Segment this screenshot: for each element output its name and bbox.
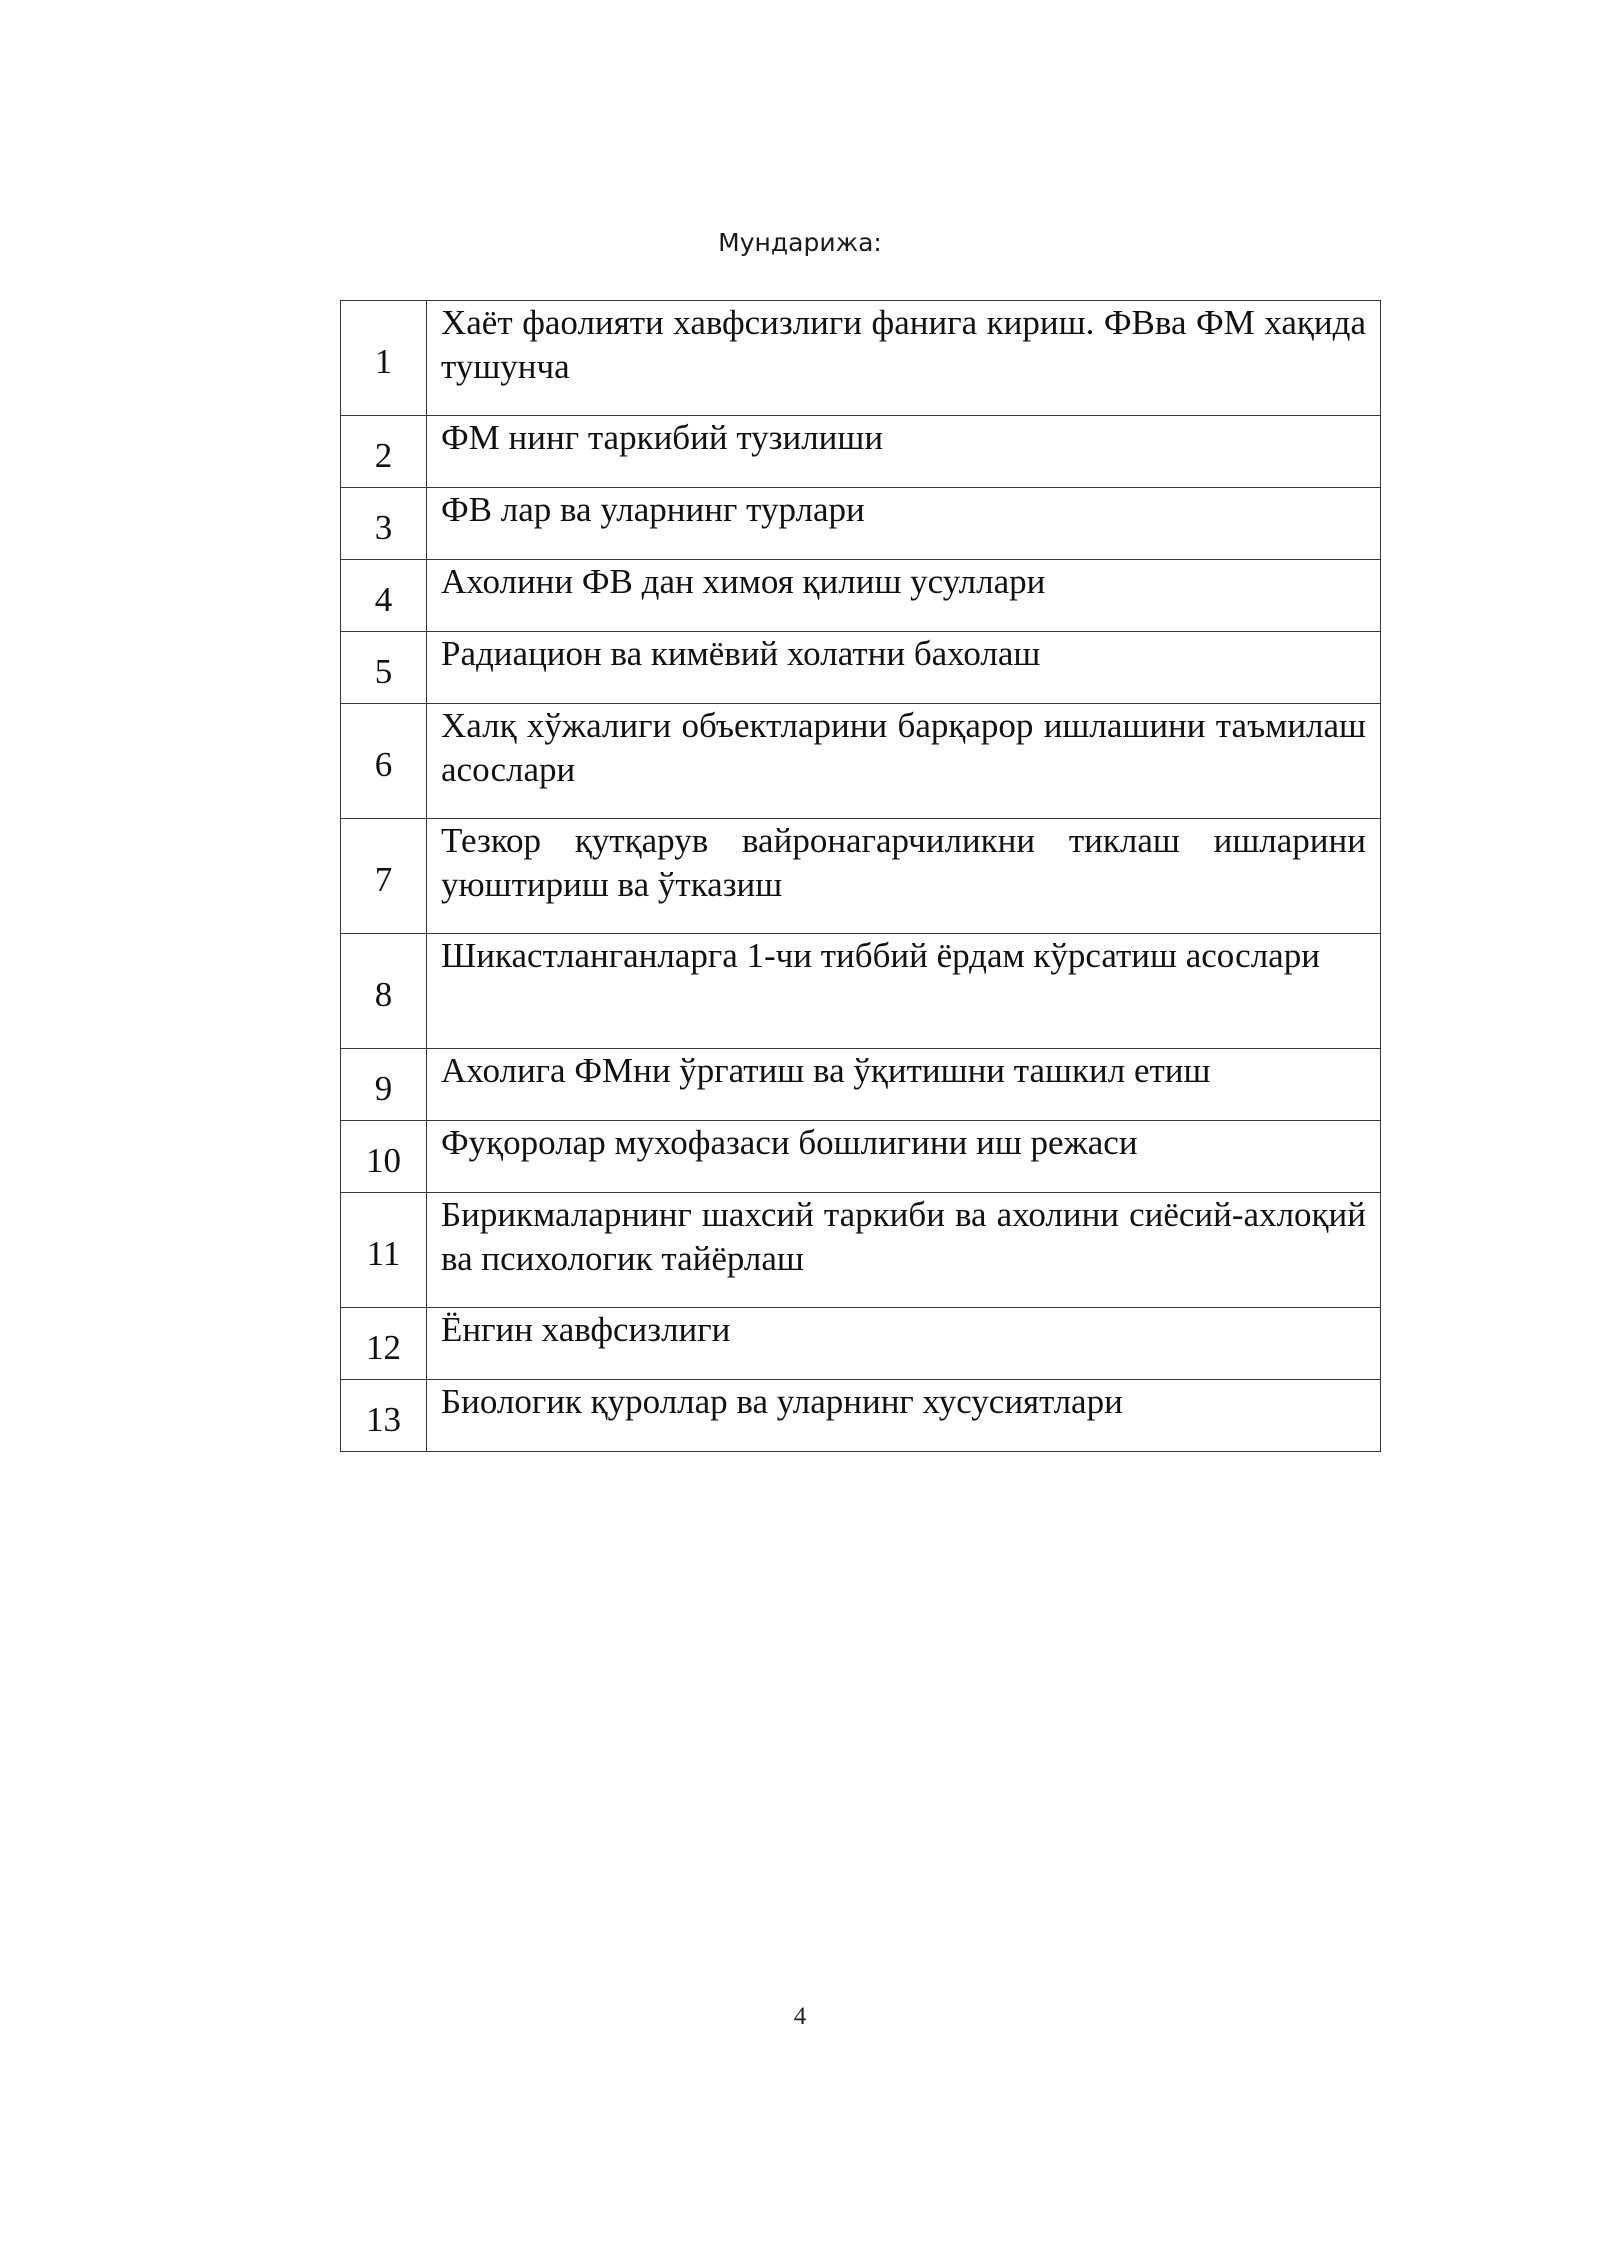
toc-row-number: 2 <box>341 416 427 488</box>
toc-row-title: Тезкор қутқарув вайронагарчиликни тиклаш ишларини уюштириш ва ўтказиш <box>441 821 1366 904</box>
toc-row <box>341 1308 1381 1380</box>
toc-row-cell <box>427 1049 1381 1121</box>
toc-row-number: 13 <box>341 1380 427 1452</box>
toc-row-title: ФМ нинг таркибий тузилиши <box>441 418 884 457</box>
toc-row-cell <box>427 1193 1381 1308</box>
toc-row-cell <box>427 560 1381 632</box>
toc-row-title: Халқ хўжалиги объектларини барқарор ишлашини таъмилаш асослари <box>441 706 1366 789</box>
toc-row-number: 6 <box>341 704 427 819</box>
toc-row-number: 7 <box>341 819 427 934</box>
toc-row-cell <box>427 704 1381 819</box>
toc-row-cell <box>427 819 1381 934</box>
toc-row <box>341 704 1381 819</box>
toc-row-number: 11 <box>341 1193 427 1308</box>
toc-row-cell <box>427 1121 1381 1193</box>
toc-row-title: Фуқоролар мухофазаси бошлигини иш режаси <box>441 1123 1138 1162</box>
toc-row-number: 5 <box>341 632 427 704</box>
toc-row-cell <box>427 416 1381 488</box>
toc-row-number: 9 <box>341 1049 427 1121</box>
toc-row-title: Биологик қуроллар ва уларнинг хусусиятлари <box>441 1382 1123 1421</box>
toc-row-title: Ахолига ФМни ўргатиш ва ўқитишни ташкил етиш <box>441 1051 1211 1090</box>
toc-row-title: Шикастланганларга 1-чи тиббий ёрдам кўрсатиш асослари <box>441 936 1320 975</box>
toc-row-cell <box>427 488 1381 560</box>
toc-row <box>341 560 1381 632</box>
toc-row-cell <box>427 301 1381 416</box>
toc-row-cell <box>427 934 1381 1049</box>
toc-row <box>341 488 1381 560</box>
toc-row-cell <box>427 1308 1381 1380</box>
toc-row <box>341 934 1381 1049</box>
toc-row-title: Радиацион ва кимёвий холатни бахолаш <box>441 634 1041 673</box>
toc-row <box>341 819 1381 934</box>
toc-row-number: 3 <box>341 488 427 560</box>
toc-row <box>341 632 1381 704</box>
toc-row-cell <box>427 1380 1381 1452</box>
toc-row-title: Ахолини ФВ дан химоя қилиш усуллари <box>441 562 1046 601</box>
toc-row <box>341 1380 1381 1452</box>
toc-row <box>341 1049 1381 1121</box>
toc-row <box>341 1193 1381 1308</box>
toc-row <box>341 301 1381 416</box>
toc-body <box>341 301 1381 1452</box>
toc-row <box>341 416 1381 488</box>
toc-row <box>341 1121 1381 1193</box>
document-heading: Мундарижа: <box>718 228 882 257</box>
page-number: 4 <box>793 2003 807 2030</box>
toc-row-cell <box>427 632 1381 704</box>
toc-row-number: 4 <box>341 560 427 632</box>
toc-row-number: 1 <box>341 301 427 416</box>
toc-row-number: 8 <box>341 934 427 1049</box>
toc-row-title: ФВ лар ва уларнинг турлари <box>441 490 865 529</box>
toc-row-number: 12 <box>341 1308 427 1380</box>
toc-row-number: 10 <box>341 1121 427 1193</box>
table-of-contents <box>340 300 1381 1452</box>
toc-row-title: Бирикмаларнинг шахсий таркиби ва ахолини сиёсий-ахлоқий ва психологик тайёрлаш <box>441 1195 1366 1278</box>
toc-row-title: Хаёт фаолияти хавфсизлиги фанига кириш. ФВва ФМ хақида тушунча <box>441 303 1366 386</box>
toc-row-title: Ёнгин хавфсизлиги <box>441 1310 731 1349</box>
